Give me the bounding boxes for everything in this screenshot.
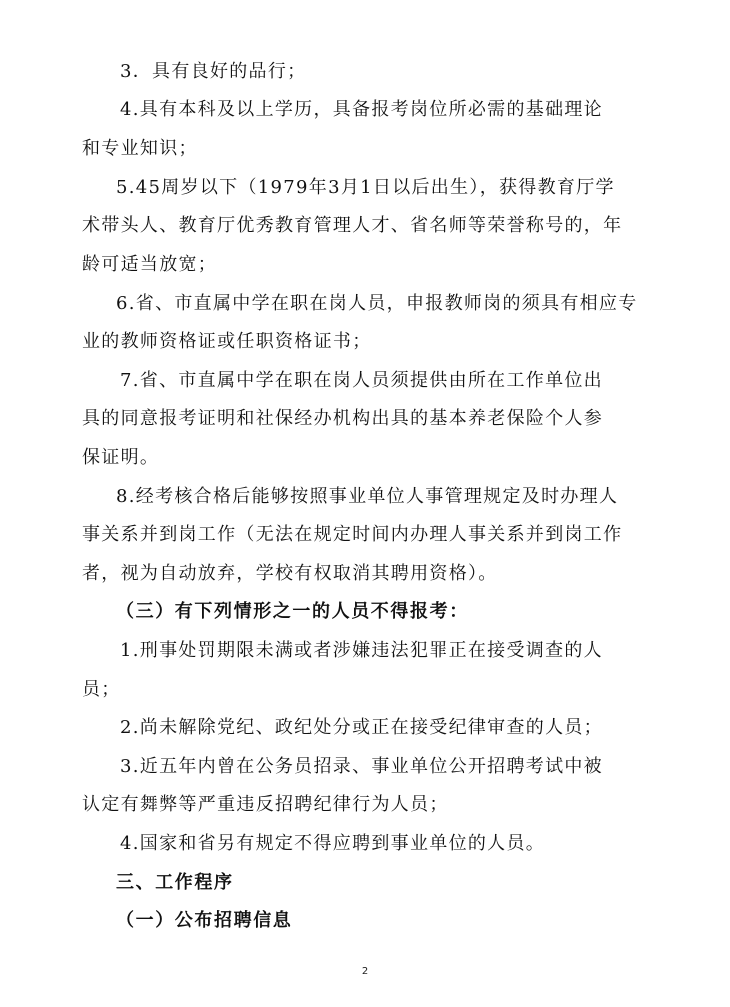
requirement-7-line-2: 具的同意报考证明和社保经办机构出具的基本养老保险个人参 <box>82 408 604 429</box>
disqualification-1-line-1: 1.刑事处罚期限未满或者涉嫌违法犯罪正在接受调查的人 <box>120 640 603 661</box>
requirement-8-line-3: 者，视为自动放弃，学校有权取消其聘用资格）。 <box>82 563 498 584</box>
requirement-5-line-1: 5.45周岁以下（1979年3月1日以后出生），获得教育厅学 <box>116 177 615 198</box>
requirement-7-line-1: 7.省、市直属中学在职在岗人员须提供由所在工作单位出 <box>120 370 603 391</box>
requirement-4-line-2: 和专业知识； <box>82 138 198 159</box>
requirement-6-line-1: 6.省、市直属中学在职在岗人员，申报教师岗的须具有相应专 <box>116 293 638 314</box>
disqualification-1-line-2: 员； <box>82 679 121 700</box>
disqualification-3-line-2: 认定有舞弊等严重违反招聘纪律行为人员； <box>82 794 449 815</box>
disqualification-2: 2.尚未解除党纪、政纪处分或正在接受纪律审查的人员； <box>120 717 603 738</box>
requirement-8-line-2: 事关系并到岗工作（无法在规定时间内办理人事关系并到岗工作 <box>82 524 623 545</box>
requirement-7-line-3: 保证明。 <box>82 447 160 468</box>
disqualification-3-line-1: 3.近五年内曾在公务员招录、事业单位公开招聘考试中被 <box>120 756 603 777</box>
requirement-5-line-2: 术带头人、教育厅优秀教育管理人才、省名师等荣誉称号的，年 <box>82 215 623 236</box>
section-heading-work-procedure: 三、工作程序 <box>116 872 234 893</box>
requirement-5-line-3: 龄可适当放宽； <box>82 254 218 275</box>
requirement-6-line-2: 业的教师资格证或任职资格证书； <box>82 331 372 352</box>
requirement-4-line-1: 4.具有本科及以上学历，具备报考岗位所必需的基础理论 <box>120 99 603 120</box>
requirement-3: 3．具有良好的品行； <box>120 61 307 82</box>
subsection-heading-publish-recruitment-info: （一）公布招聘信息 <box>116 910 293 931</box>
requirement-8-line-1: 8.经考核合格后能够按照事业单位人事管理规定及时办理人 <box>116 486 619 507</box>
disqualification-4: 4.国家和省另有规定不得应聘到事业单位的人员。 <box>120 833 546 854</box>
page-number: 2 <box>361 966 369 977</box>
section-heading-disqualifications: （三）有下列情形之一的人员不得报考： <box>116 601 469 622</box>
